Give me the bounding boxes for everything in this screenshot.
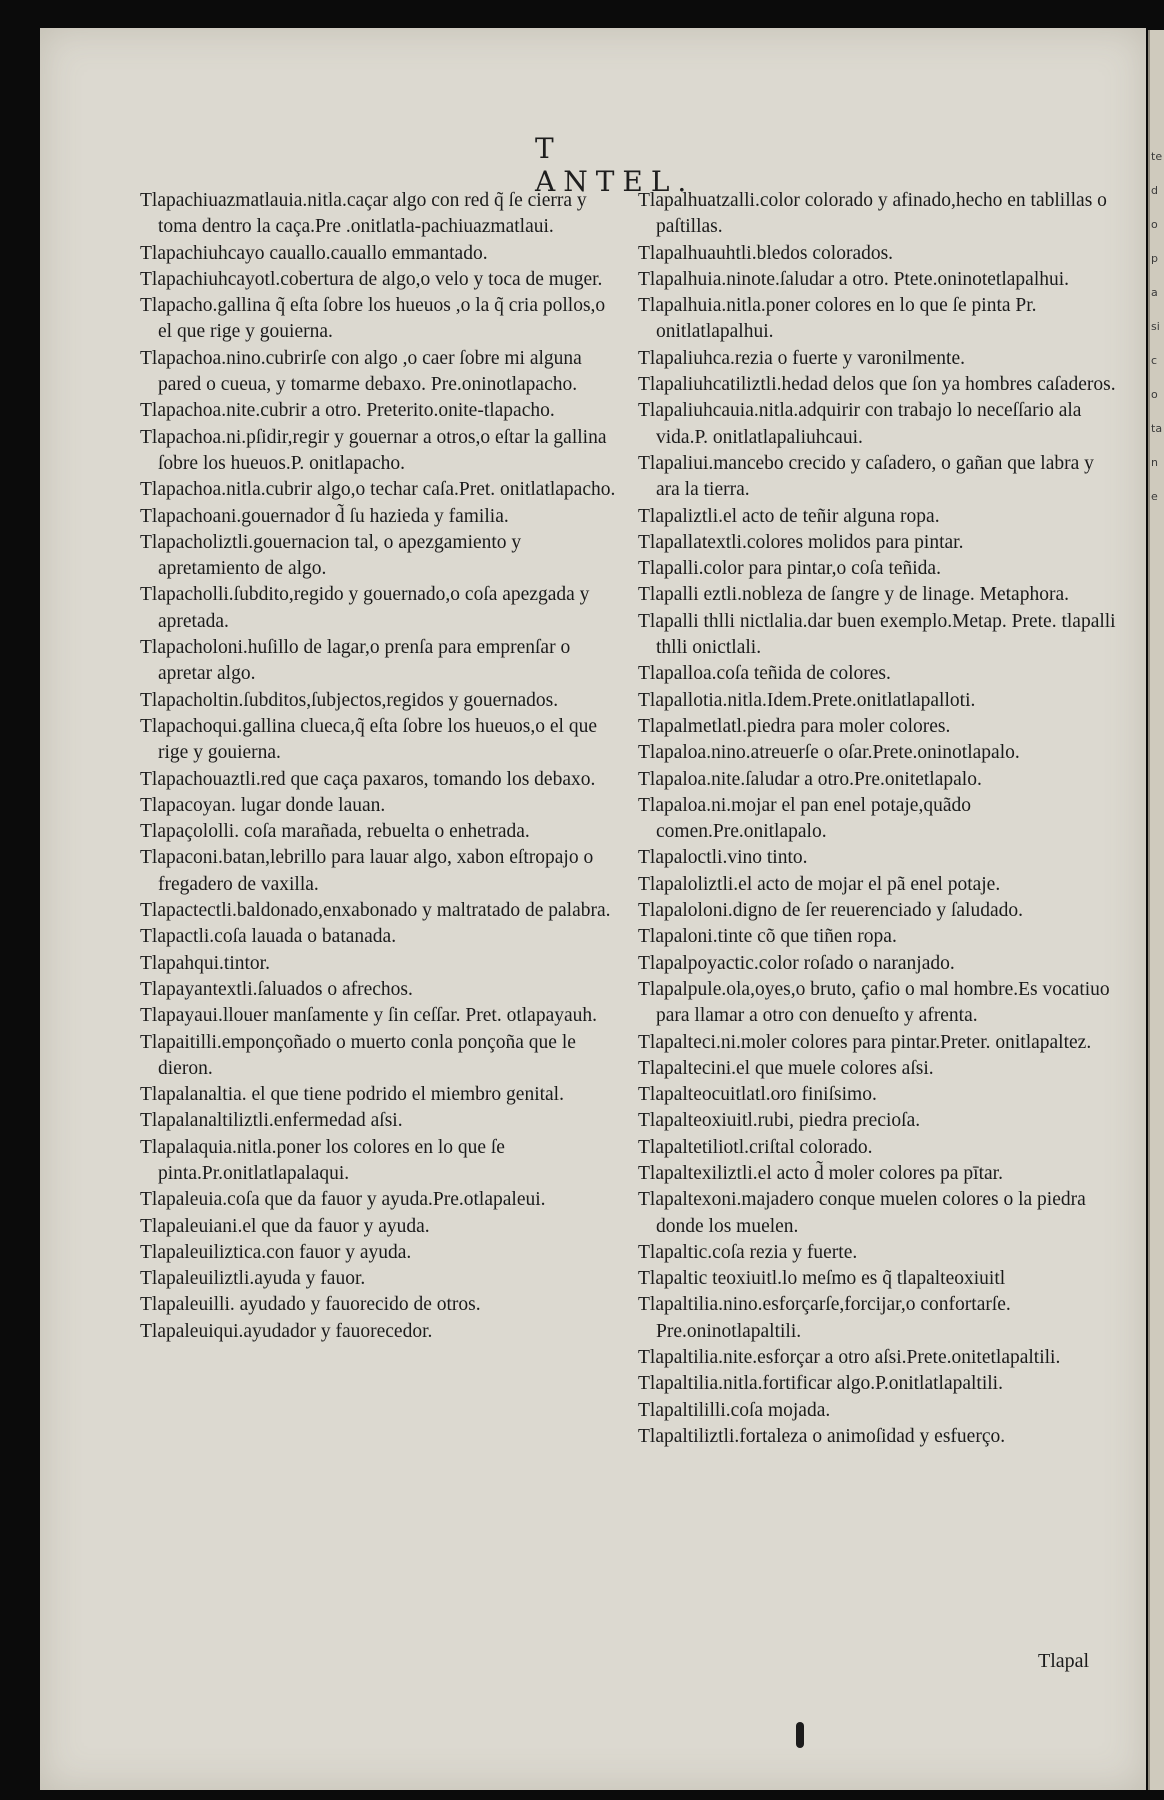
dictionary-entry: Tlapaloloni.digno de ſer reuerenciado y ſaludado. <box>638 900 1023 922</box>
dictionary-entry: Tlapachoa.nite.cubrir a otro. Preterito.onite-tlapacho. <box>140 400 555 422</box>
right-column <box>638 188 1118 1450</box>
dictionary-entry: Tlapacho.gallina q̃ eſta ſobre los hueuos ,o la q̃ cria pollos,o el que rige y gouierna. <box>140 295 606 343</box>
dictionary-entry: Tlapaltetiliotl.criſtal colorado. <box>638 1136 873 1158</box>
dictionary-entry: Tlapacoyan. lugar donde lauan. <box>140 794 386 816</box>
dictionary-entry: Tlapachoqui.gallina clueca,q̃ eſta ſobre los hueuos,o el que rige y gouierna. <box>140 715 598 764</box>
dictionary-entry: Tlapalpoyactic.color roſado o naranjado. <box>638 952 955 974</box>
dictionary-entry: Tlapalhuauhtli.bledos colorados. <box>638 242 894 264</box>
dictionary-entry: Tlapaloliztli.el acto de mojar el pã enel potaje. <box>638 873 1001 895</box>
dictionary-entry: Tlapaleuiani.el que da fauor y ayuda. <box>140 1215 430 1237</box>
dictionary-entry: Tlapalteoxiuitl.rubi, piedra precioſa. <box>638 1110 921 1132</box>
dictionary-entry: Tlapaltexiliztli.el acto d̃ moler colores pa pītar. <box>638 1162 1003 1184</box>
dictionary-entry: Tlapaloa.nite.ſaludar a otro.Pre.onitetlapalo. <box>638 768 982 790</box>
running-title: T ANTEL. <box>535 132 695 198</box>
dictionary-entry: Tlapaloctli.vino tinto. <box>638 847 808 869</box>
dictionary-entry: Tlapayaui.llouer manſamente y ſin ceſſar. Pret. otlapayauh. <box>140 1005 598 1027</box>
dictionary-entry: Tlapaliuhca.rezia o fuerte y varonilmente. <box>638 347 966 369</box>
dictionary-entry: Tlapacholtin.ſubditos,ſubjectos,regidos y gouernados. <box>140 689 559 711</box>
dictionary-entry: Tlapayantextli.ſaluados o afrechos. <box>140 978 413 1000</box>
dictionary-entry: Tlapahqui.tintor. <box>140 952 270 974</box>
signature-mark <box>796 1722 804 1748</box>
dictionary-entry: Tlapalli thlli nictlalia.dar buen exemplo.Metap. Prete. tlapalli thlli onictlali. <box>638 610 1116 659</box>
dictionary-entry: Tlapachoa.ni.pſidir,regir y gouernar a otros,o eſtar la gallina ſobre los hueuos.P. onitlapacho. <box>140 426 607 474</box>
dictionary-entry: Tlapalli eztli.nobleza de ſangre y de linage. Metaphora. <box>638 584 1069 606</box>
dictionary-entry: Tlapaltilia.nitla.fortificar algo.P.onitlatlapaltili. <box>638 1373 1003 1395</box>
dictionary-entry: Tlapaltilia.nite.esforçar a otro aſsi.Prete.onitetlapaltili. <box>638 1347 1061 1369</box>
dictionary-entry: Tlapalaquia.nitla.poner los colores en lo que ſe pinta.Pr.onitlatlapalaqui. <box>140 1136 505 1184</box>
dictionary-entry: Tlapalhuia.ninote.ſaludar a otro. Ptete.oninotetlapalhui. <box>638 268 1070 290</box>
dictionary-entry: Tlapaleuilli. ayudado y fauorecido de otros. <box>140 1294 481 1316</box>
dictionary-entry: Tlapallotia.nitla.Idem.Prete.onitlatlapalloti. <box>638 689 976 711</box>
left-column <box>140 188 620 1345</box>
dictionary-entry: Tlapaltiliztli.fortaleza o animoſidad y esfuerço. <box>638 1425 1006 1447</box>
catchword: Tlapal <box>1038 1650 1090 1672</box>
dictionary-entry: Tlapalloa.coſa teñida de colores. <box>638 663 891 685</box>
dictionary-entry: Tlapalpule.ola,oyes,o bruto, çafio o mal hombre.Es vocatiuo para llamar a otro con denueſto y afrenta. <box>638 978 1110 1027</box>
dictionary-entry: Tlapacholoni.huſillo de lagar,o prenſa para emprenſar o apretar algo. <box>140 637 571 685</box>
dictionary-entry: Tlapaleuiliztli.ayuda y fauor. <box>140 1268 366 1290</box>
dictionary-entry: Tlapaltexoni.majadero conque muelen colores o la piedra donde los muelen. <box>638 1189 1086 1237</box>
dictionary-entry: Tlapalteocuitlatl.oro finiſsimo. <box>638 1084 877 1106</box>
dictionary-entry: Tlapaltililli.coſa mojada. <box>638 1399 831 1421</box>
dictionary-entry: Tlapactectli.baldonado,enxabonado y maltratado de palabra. <box>140 900 611 922</box>
dictionary-entry: Tlapaloa.ni.mojar el pan enel potaje,quãdo comen.Pre.onitlapalo. <box>638 794 971 843</box>
dictionary-entry: Tlapaloni.tinte cõ que tiñen ropa. <box>638 926 897 948</box>
dictionary-entry: Tlapaconi.batan,lebrillo para lauar algo, xabon eſtropajo o fregadero de vaxilla. <box>140 847 594 895</box>
dictionary-entry: Tlapacholli.ſubdito,regido y gouernado,o coſa apezgada y apretada. <box>140 584 590 632</box>
dictionary-entry: Tlapaleuia.coſa que da fauor y ayuda.Pre.otlapaleui. <box>140 1189 546 1211</box>
dictionary-entry: Tlapachoani.gouernador d̃ ſu hazieda y familia. <box>140 505 509 527</box>
dictionary-entry: Tlapaliui.mancebo crecido y caſadero, o gañan que labra y ara la tierra. <box>638 452 1094 501</box>
dictionary-entry: Tlapalli.color para pintar,o coſa teñida. <box>638 558 941 580</box>
dictionary-entry: Tlapaçololli. coſa marañada, rebuelta o enhetrada. <box>140 821 530 843</box>
dictionary-entry: Tlapaliuhcauia.nitla.adquirir con trabajo lo neceſſario ala vida.P. onitlatlapaliuhcaui. <box>638 400 1082 448</box>
dictionary-entry: Tlapaliuhcatiliztli.hedad delos que ſon ya hombres caſaderos. <box>638 374 1116 396</box>
dictionary-entry: Tlapachoa.nitla.cubrir algo,o techar caſa.Pret. onitlatlapacho. <box>140 479 616 501</box>
dictionary-entry: Tlapalmetlatl.piedra para moler colores. <box>638 715 951 737</box>
dictionary-entry: Tlapallatextli.colores molidos para pintar. <box>638 531 964 553</box>
dictionary-entry: Tlapachoa.nino.cubrirſe con algo ,o caer ſobre mi alguna pared o cueua, y tomarme debaxo. Pre.oninotlapacho. <box>140 347 582 396</box>
dictionary-entry: Tlapaltic.coſa rezia y fuerte. <box>638 1241 858 1263</box>
dictionary-entry: Tlapalanaltia. el que tiene podrido el miembro genital. <box>140 1084 564 1106</box>
dictionary-entry: Tlapalanaltiliztli.enfermedad aſsi. <box>140 1110 403 1132</box>
dictionary-entry: Tlapachiuazmatlauia.nitla.caçar algo con red q̃ ſe cierra y toma dentro la caça.Pre .onitlatla-pachiuazmatlaui. <box>140 190 587 238</box>
dictionary-entry: Tlapachouaztli.red que caça paxaros, tomando los debaxo. <box>140 768 596 790</box>
facing-page-text-fragment: te do pa si co ta ne <box>1151 150 1163 503</box>
dictionary-entry: Tlapachiuhcayo cauallo.cauallo emmantado. <box>140 242 488 264</box>
dictionary-entry: Tlapacholiztli.gouernacion tal, o apezgamiento y apretamiento de algo. <box>140 531 522 580</box>
dictionary-entry: Tlapalhuia.nitla.poner colores en lo que ſe pinta Pr. onitlatlapalhui. <box>638 295 1037 343</box>
dictionary-entry: Tlapaltilia.nino.esforçarſe,forcijar,o confortarſe. Pre.oninotlapaltili. <box>638 1294 1011 1342</box>
dictionary-entry: Tlapalhuatzalli.color colorado y afinado,hecho en tablillas o paſtillas. <box>638 190 1107 238</box>
dictionary-entry: Tlapachiuhcayotl.cobertura de algo,o velo y toca de muger. <box>140 268 603 290</box>
dictionary-entry: Tlapaleuiqui.ayudador y fauorecedor. <box>140 1320 433 1342</box>
dictionary-entry: Tlapalteci.ni.moler colores para pintar.Preter. onitlapaltez. <box>638 1031 1092 1053</box>
dictionary-entry: Tlapaltic teoxiuitl.lo meſmo es q̃ tlapalteoxiuitl <box>638 1268 1006 1290</box>
dictionary-entry: Tlapactli.coſa lauada o batanada. <box>140 926 397 948</box>
dictionary-entry: Tlapaltecini.el que muele colores aſsi. <box>638 1057 934 1079</box>
dictionary-entry: Tlapaitilli.emponçoñado o muerto conla ponçoña que le dieron. <box>140 1031 576 1079</box>
dictionary-entry: Tlapaloa.nino.atreuerſe o oſar.Prete.oninotlapalo. <box>638 742 1020 764</box>
dictionary-entry: Tlapaleuiliztica.con fauor y ayuda. <box>140 1241 412 1263</box>
dictionary-entry: Tlapaliztli.el acto de teñir alguna ropa. <box>638 505 940 527</box>
